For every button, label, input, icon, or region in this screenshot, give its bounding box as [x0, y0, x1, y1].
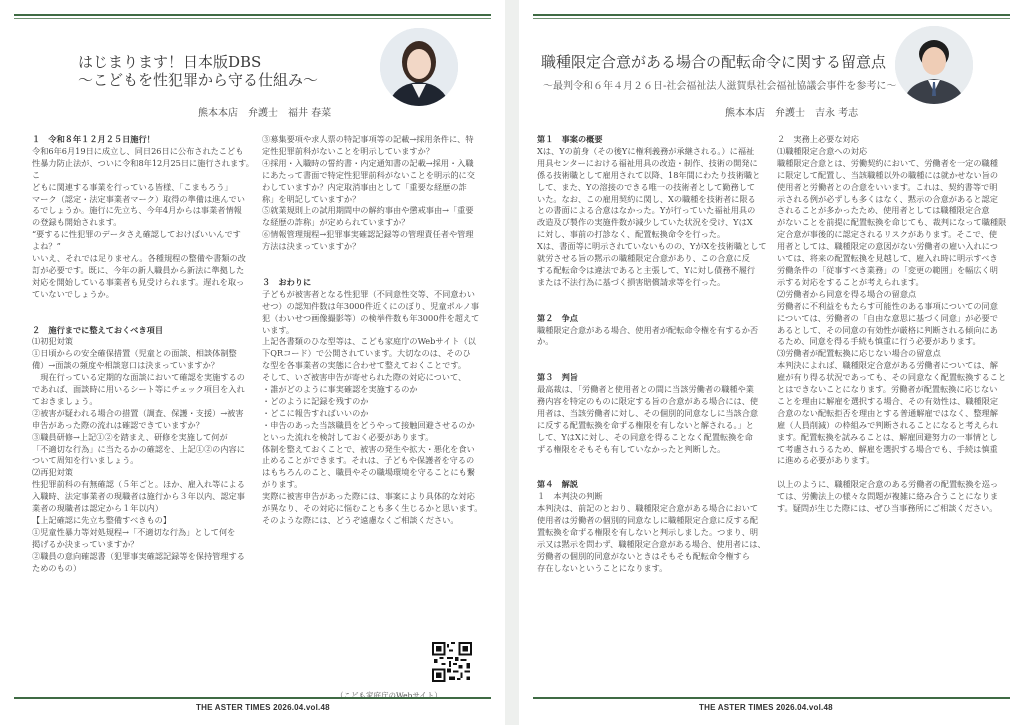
section-heading: 第３ 判旨	[537, 372, 578, 383]
text-line: ②職員の意向確認書（犯罪事実確認記録等を保持管理する	[32, 550, 245, 561]
section-heading: 第１ 事案の概要	[537, 134, 603, 144]
article-title: 職種限定合意がある場合の配転命令に関する留意点	[541, 53, 887, 71]
woman-portrait-icon	[380, 28, 458, 106]
section-heading: 第４ 解説	[537, 479, 578, 490]
text-line: 止めることができます。それは、子どもや保護者を守るの	[262, 455, 475, 466]
text-line	[262, 253, 494, 265]
article-subtitle: ～こどもを性犯罪から守る仕組み～	[78, 71, 319, 89]
text-line: 申告があった際の流れは確認できていますか？	[32, 419, 204, 430]
text-line: ③職員研修→上記①②を踏まえ、研修を実施して何が	[32, 431, 228, 442]
text-line	[537, 301, 767, 313]
text-line: 労働者の個別的同意がないときはそもそも配転命令権すら	[537, 550, 750, 561]
text-line	[537, 455, 767, 467]
text-line: に進める必要があります。	[777, 455, 875, 466]
text-line: 子どもが被害者となる性犯罪（不同意性交等、不同意わい	[262, 288, 475, 299]
text-line: 実際に被害申告があった際には、事案により具体的な対応	[262, 491, 475, 502]
text-line: の登録も開始されます。	[32, 217, 122, 228]
text-line: ①児童性暴力等対処規程→「不適切な行為」として何を	[32, 526, 236, 537]
right-column-2	[777, 134, 1011, 515]
text-line: 訂が必要です。既に、今年の新人職員から新法に準拠した	[32, 264, 245, 275]
article-subtitle: ～最判令和６年４月２６日-社会福祉法人滋賀県社会福祉協議会事件を参考に～	[543, 81, 897, 92]
text-line: ④採用・入職時の誓約書・内定通知書の記載→採用・入職	[262, 157, 474, 168]
text-line: ③募集要項や求人票の特記事項等の記載→採用条件に、特	[262, 134, 474, 144]
text-line: な型を各事業者の実態に合わせて整えておくことです。	[262, 360, 467, 371]
text-line: に対し、事前の打診なく、配置転換命令を行った。	[537, 229, 726, 240]
text-line: 雇が有り得る状況であっても、その同意なく配置転換すること	[777, 372, 1007, 383]
text-line: 合意のない配転拒否を理由とする普通解雇ではなく、整理解	[777, 407, 998, 418]
text-line	[537, 348, 767, 360]
text-line: な経歴の詐称」が定められていますか？	[262, 217, 410, 228]
text-line: ①日頃からの安全確保措置（児童との面談、相談体制整	[32, 348, 237, 359]
text-line	[262, 265, 494, 277]
top-rule-thin	[533, 18, 1010, 19]
text-line: ついて周知を行いましょう。	[32, 455, 139, 466]
text-line: 示する対応をすることが考えられます。	[777, 276, 924, 287]
text-line: 示又は黙示を問わず、職種限定合意がある場合、使用者には、	[537, 538, 766, 549]
text-line: ⑵労働者から同意を得る場合の留意点	[777, 288, 917, 299]
text-line: よね？”	[32, 241, 61, 252]
text-line: わしていますか？内定取消事由として「重要な経歴の詐	[262, 181, 467, 192]
left-page	[0, 0, 505, 725]
text-line: に反する配置転換を命ずる権限を有しないと解される。」と	[537, 419, 754, 430]
text-line: 定合意が事後的に認定されるリスクがあります。そこで、使	[777, 229, 998, 240]
author-line: 熊本本店 弁護士 吉永 考志	[725, 108, 859, 119]
text-line	[777, 467, 1011, 479]
text-line: 性犯罪前科の有無確認（５年ごと。ほか、雇入れ等による	[32, 479, 245, 490]
right-column-1	[537, 134, 767, 575]
text-line	[32, 301, 258, 313]
text-line: そして、いざ被害申告が寄せられた際の対応について、	[262, 372, 467, 383]
text-line: るでしょうか。施行に先立ち、今年4月からは事業者情報	[32, 205, 242, 216]
text-line: ては、労働法上の様々な問題が複雑に絡み合うことになりま	[777, 491, 999, 502]
text-line: が異なり、その対応に悩むことも多く生じるかと思います。	[262, 503, 483, 514]
text-line: 下QRコード）で公開されています。大切なのは、そのひ	[262, 348, 471, 359]
text-line: されることが多かったため、使用者としては職種限定合意	[777, 205, 990, 216]
text-line: との書面による合意はなかった。Yが行っていた福祉用具の	[537, 205, 756, 216]
text-line: ⑤就業規則上の試用期間中の解約事由や懲戒事由→「重要	[262, 205, 474, 216]
text-line: といった流れを検討しておく必要があります。	[262, 431, 434, 442]
author-line: 熊本本店 弁護士 福井 春菜	[198, 108, 332, 119]
text-line: 最高裁は、「労働者と使用者との間に当該労働者の職種や業	[537, 384, 754, 395]
text-line: 使用者は労働者の個別的同意なしに職種限定合意に反する配	[537, 515, 759, 525]
text-line: マーク（認定・法定事業者マーク）取得の準備は進んでい	[32, 193, 245, 204]
text-line: せつ）の認知件数は年3000件近くにのぼり、児童ポルノ事	[262, 300, 480, 311]
text-line: ことを理由に解雇を選択する場合、その有効性は、職種限定	[777, 395, 999, 406]
left-column-2	[262, 134, 494, 527]
text-line: して、また、Yの溶接のできる唯一の技術者として勤務して	[537, 181, 756, 192]
text-line: 「不適切な行為」に当たるかの確認を、上記①②の内容に	[32, 443, 245, 454]
text-line: して、YはXに対し、その同意を得ることなく配置転換を命	[537, 431, 753, 442]
section-heading: １ 令和８年１２月２５日施行！	[32, 134, 155, 144]
bottom-rule	[14, 697, 491, 699]
text-line: ためのもの）	[32, 562, 82, 573]
text-line: ⑶労働者が配置転換に応じない場合の留意点	[777, 348, 941, 359]
text-line: ・申告のあった当該職員をどうやって接触回避させるのか	[262, 419, 475, 430]
text-line: 備）→面談の頻度や相談窓口は決まっていますか？	[32, 360, 219, 371]
text-line: 用者は、当該労働者に対し、その個別的同意なしに当該合意	[537, 407, 759, 418]
text-line: 体制を整えておくことで、被害の発生や拡大・悪化を食い	[262, 443, 475, 454]
text-line: ておきましょう。	[32, 395, 98, 406]
text-line: ずる権限をそもそも有していなかったと判断した。	[537, 443, 726, 454]
text-line	[32, 313, 258, 325]
text-line: 用具センターにおける福祉用具の改造・制作、技術の開発に	[537, 157, 758, 168]
text-line: か。	[537, 336, 554, 347]
text-line: はもちろんのこと、職員やその職場環境を守ることにも繋	[262, 467, 475, 478]
text-line: ２ 実務上必要な対応	[777, 134, 859, 144]
text-line: いた。なお、この雇用契約に関し、Xの職種を技術者に限る	[537, 193, 756, 204]
text-line: 置転換を命ずる権限を有しないと判示しました。つまり、明	[537, 526, 759, 537]
text-line: に限定して配置し、当該職種以外の職種には就かせない旨の	[777, 169, 999, 180]
text-line: ⑴初犯対策	[32, 336, 73, 347]
text-line: います。	[262, 324, 295, 335]
text-line: いては、将来の配置転換を見越して、雇入れ時に明示すべき	[777, 253, 998, 264]
page-gutter	[505, 0, 519, 725]
man-portrait-icon	[895, 26, 973, 104]
text-line: るため、同意を得る手続も慎重に行う必要があります。	[777, 336, 981, 347]
text-line: にあたって書面で特定性犯罪前科がないことを明示的に交	[262, 169, 475, 180]
text-line: ⑵再犯対策	[32, 467, 73, 478]
text-line: 雇（人員削減）の枠組みで判断されることになると考えられ	[777, 419, 999, 430]
text-line: ・どのように記録を残すのか	[262, 395, 369, 406]
text-line: 現在行っている定期的な面談において確認を実施するの	[32, 372, 245, 383]
text-line: あるとして、その同意の有効性が厳格に判断される傾向にあ	[777, 324, 998, 335]
qr-caption: （こども家庭庁のWebサイト）	[336, 691, 442, 700]
text-line: 示される例が必ずしも多くはなく、黙示の合意があると認定	[777, 193, 998, 204]
right-page	[519, 0, 1024, 725]
text-line: がないことを前提に配置転換を命じても、裁判になって職種限	[777, 217, 1007, 228]
text-line: であれば、面談時に用いるシート等にチェック項目を入れ	[32, 384, 245, 395]
text-line: 称」を明記していますか？	[262, 193, 361, 204]
text-line: Xは、Yの前身（その後Yに権利義務が承継される。）に福祉	[537, 145, 755, 156]
text-line: とはできないことになります。労働者が配置転換に応じない	[777, 384, 998, 395]
text-line: 方法は決まっていますか？	[262, 241, 361, 252]
text-line: ・どこに報告すればいいのか	[262, 407, 369, 418]
text-line	[537, 289, 767, 301]
section-heading: ２ 施行までに整えておくべき項目	[32, 324, 164, 335]
text-line: する配転命令は違法であると主張して、Yに対し債務不履行	[537, 264, 756, 275]
text-line: 使用者と労働者との合意をいいます。これは、契約書等で明	[777, 181, 998, 192]
text-line: “要するに性犯罪のデータさえ確認しておけばいいんです	[32, 229, 241, 240]
text-line: 定性犯罪前科がないことを明示していますか？	[262, 145, 434, 156]
text-line: 務内容を特定のものに限定する旨の合意がある場合には、使	[537, 395, 759, 406]
qr-code-icon[interactable]	[432, 642, 472, 682]
text-line: 以上のように、職種限定合意のある労働者の配置転換を巡っ	[777, 479, 999, 490]
section-heading: ３ おわりに	[262, 276, 312, 287]
top-rule-thin	[14, 18, 491, 19]
text-line: 性暴力防止法が、ついに令和8年12月25日に施行されます。こ	[32, 157, 254, 180]
text-line: ⑥情報管理規程→犯罪事実確認記録等の管理責任者や管理	[262, 229, 474, 240]
text-line: そのような際には、どうぞ遠慮なくご相談ください。	[262, 515, 459, 525]
text-line: 【上記確認に先立ち整備すべきもの】	[32, 515, 172, 525]
top-rule	[533, 14, 1010, 16]
text-line: 用者としては、職種限定の意図がない労働者の雇い入れにつ	[777, 241, 998, 252]
text-line: ②被害が疑われる場合の措置（調査、保護・支援）→被害	[32, 407, 244, 418]
text-line: 令和6年6月19日に成立し、同日26日に公布されたこども	[32, 145, 244, 156]
text-line: 存在しないということになります。	[537, 562, 668, 573]
text-line: 掲げるか決まっていますか？	[32, 538, 139, 549]
text-line: どもに関連する事業を行っている皆様、「こまもろう」	[32, 181, 233, 192]
text-line: て考慮されうるため、解雇を選択する場合でも、手続は慎重	[777, 443, 998, 454]
text-line: 労働条件の「従事すべき業務」の「変更の範囲」を幅広く明	[777, 264, 998, 275]
text-line: 入職時、法定事業者の現職者は施行から３年以内、認定事	[32, 491, 245, 502]
text-line: １ 本判決の判断	[537, 491, 603, 502]
text-line: 労働者に不利益をもたらす可能性のある事項についての同意	[777, 300, 998, 311]
text-line: Xは、書面等に明示されていないものの、YがXを技術職として	[537, 241, 767, 252]
top-rule	[14, 14, 491, 16]
text-line: す。疑問が生じた際には、ぜひ当事務所にご相談ください。	[777, 503, 998, 514]
text-line: ます。配置転換を試みることは、解雇回避努力の一事情とし	[777, 431, 998, 442]
text-line: いいえ、それでは足りません。各種規程の整備や書類の改	[32, 253, 246, 264]
article-title: はじまります！日本版DBS	[78, 53, 262, 71]
text-line: ⑴職種限定合意への対応	[777, 145, 868, 156]
left-column-1	[32, 134, 258, 575]
text-line: がります。	[262, 479, 303, 490]
text-line: 対応を開始している事業者も見受けられます。遅れを取っ	[32, 276, 245, 287]
text-line: 係る技術職として雇用されて以降、18年間にわたり技術職と	[537, 169, 761, 180]
text-line: 本判決によれば、職種限定合意がある労働者については、解	[777, 360, 998, 371]
text-line: 上記各書類のひな型等は、こども家庭庁のWebサイト（以	[262, 336, 476, 347]
footer-label: THE ASTER TIMES 2026.04.vol.48	[196, 703, 330, 712]
footer-label: THE ASTER TIMES 2026.04.vol.48	[699, 703, 833, 712]
section-heading: 第２ 争点	[537, 312, 578, 323]
text-line: 改造及び製作の実施件数が減少していた状況を受け、YはX	[537, 217, 753, 228]
bottom-rule	[533, 697, 1010, 699]
text-line: 本判決は、前記のとおり、職種限定合意がある場合において	[537, 503, 759, 514]
text-line: 犯（わいせつ画像撮影等）の検挙件数も年3000件を超えて	[262, 312, 480, 323]
text-line: ・誰がどのように事実確認を実施するのか	[262, 384, 418, 395]
text-line: 職種限定合意とは、労働契約において、労働者を一定の職種	[777, 157, 998, 168]
text-line: または不法行為に基づく損害賠償請求等を行った。	[537, 276, 726, 287]
text-line: 職種限定合意がある場合、使用者が配転命令権を有するか否	[537, 324, 759, 335]
text-line: 業者の現職者は認定から１年以内）	[32, 503, 164, 514]
text-line	[537, 467, 767, 479]
text-line: ていないでしょうか。	[32, 288, 114, 299]
text-line: については、労働者の「自由な意思に基づく同意」が必要で	[777, 312, 998, 323]
text-line: 就労させる旨の黙示の職種限定合意があり、この合意に反	[537, 253, 750, 264]
text-line	[537, 360, 767, 372]
